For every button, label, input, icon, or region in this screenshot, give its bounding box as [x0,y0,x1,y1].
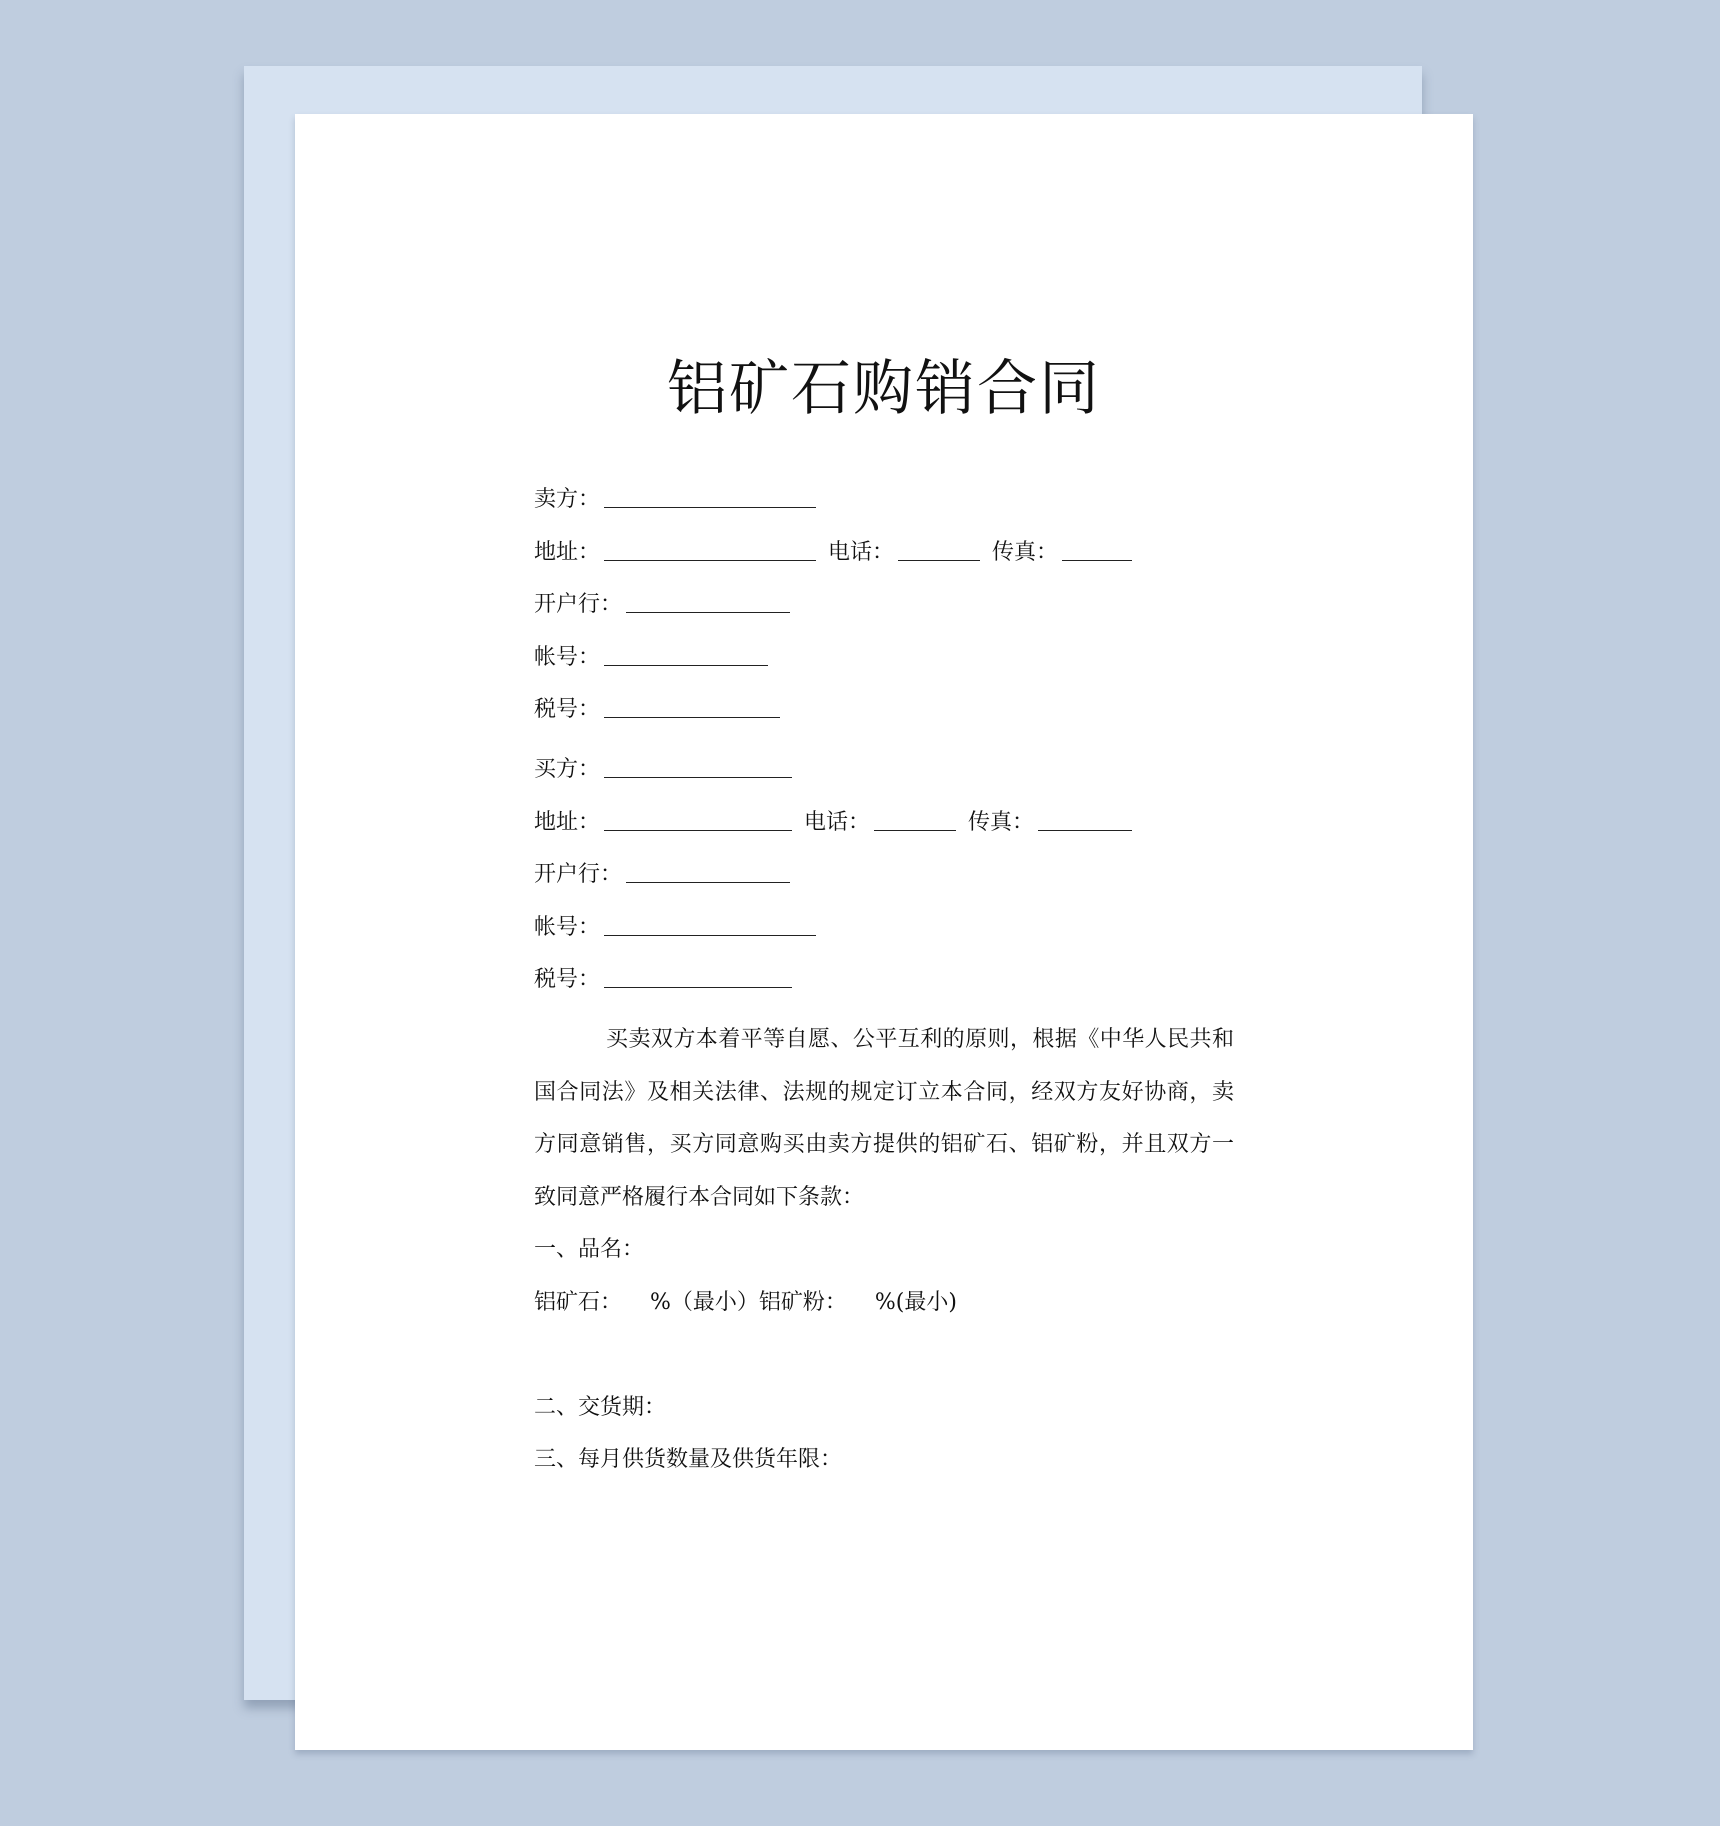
buyer-party-label: 买方： [534,757,601,782]
seller-info-block [534,474,1132,737]
seller-tax-blank[interactable] [604,695,780,718]
buyer-fax-label: 传真： [968,809,1035,835]
buyer-party-row [534,744,1132,797]
document-title: 铝矿石购销合同 [667,354,1101,424]
seller-tax-label: 税号： [534,697,601,722]
seller-account-label: 帐号： [534,644,601,670]
clause-2-heading: 二、交货期： [534,1394,667,1420]
buyer-address-row [534,797,1132,850]
seller-address-label: 地址： [534,539,601,565]
buyer-address-label: 地址： [534,809,601,835]
buyer-party-blank[interactable] [604,755,792,778]
seller-bank-row [534,579,1132,632]
preamble-paragraph: 买卖双方本着平等自愿、公平互利的原则，根据《中华人民共和国合同法》及相关法律、法规的规定订立本合同，经双方友好协商，卖方同意销售，买方同意购买由卖方提供的铝矿石、铝矿粉，并且双方一致同意严格履行本合同如下条款： [534,1027,1234,1210]
contract-page [295,114,1473,1750]
seller-party-row [534,474,1132,527]
seller-fax-blank[interactable] [1062,538,1132,561]
buyer-bank-row [534,849,1132,902]
buyer-fax-blank[interactable] [1038,808,1132,831]
buyer-phone-label: 电话： [804,809,871,835]
seller-account-row [534,632,1132,685]
buyer-bank-label: 开户行： [534,862,623,887]
buyer-tax-row [534,954,1132,1007]
seller-bank-label: 开户行： [534,592,623,617]
clause-3-heading: 三、每月供货数量及供货年限： [534,1447,843,1472]
buyer-account-row [534,902,1132,955]
clause-1-heading: 一、品名： [534,1237,645,1262]
buyer-account-label: 帐号： [534,914,601,940]
seller-phone-label: 电话： [828,539,895,565]
seller-party-blank[interactable] [604,485,816,508]
seller-tax-row [534,684,1132,737]
seller-bank-blank[interactable] [626,590,790,613]
buyer-phone-blank[interactable] [874,808,956,831]
spacer [534,1329,1234,1382]
seller-phone-blank[interactable] [898,538,980,561]
buyer-bank-blank[interactable] [626,860,790,883]
clause-1-detail: 铝矿石： %（最小）铝矿粉： %(最小) [534,1289,957,1315]
seller-fax-label: 传真： [992,539,1059,565]
buyer-info-block [534,744,1132,1007]
seller-address-blank[interactable] [604,538,816,561]
contract-body [534,1014,1234,1487]
seller-address-row [534,527,1132,580]
buyer-tax-label: 税号： [534,967,601,992]
seller-party-label: 卖方： [534,487,601,512]
buyer-address-blank[interactable] [604,808,792,831]
seller-account-blank[interactable] [604,643,768,666]
buyer-account-blank[interactable] [604,913,816,936]
buyer-tax-blank[interactable] [604,965,792,988]
